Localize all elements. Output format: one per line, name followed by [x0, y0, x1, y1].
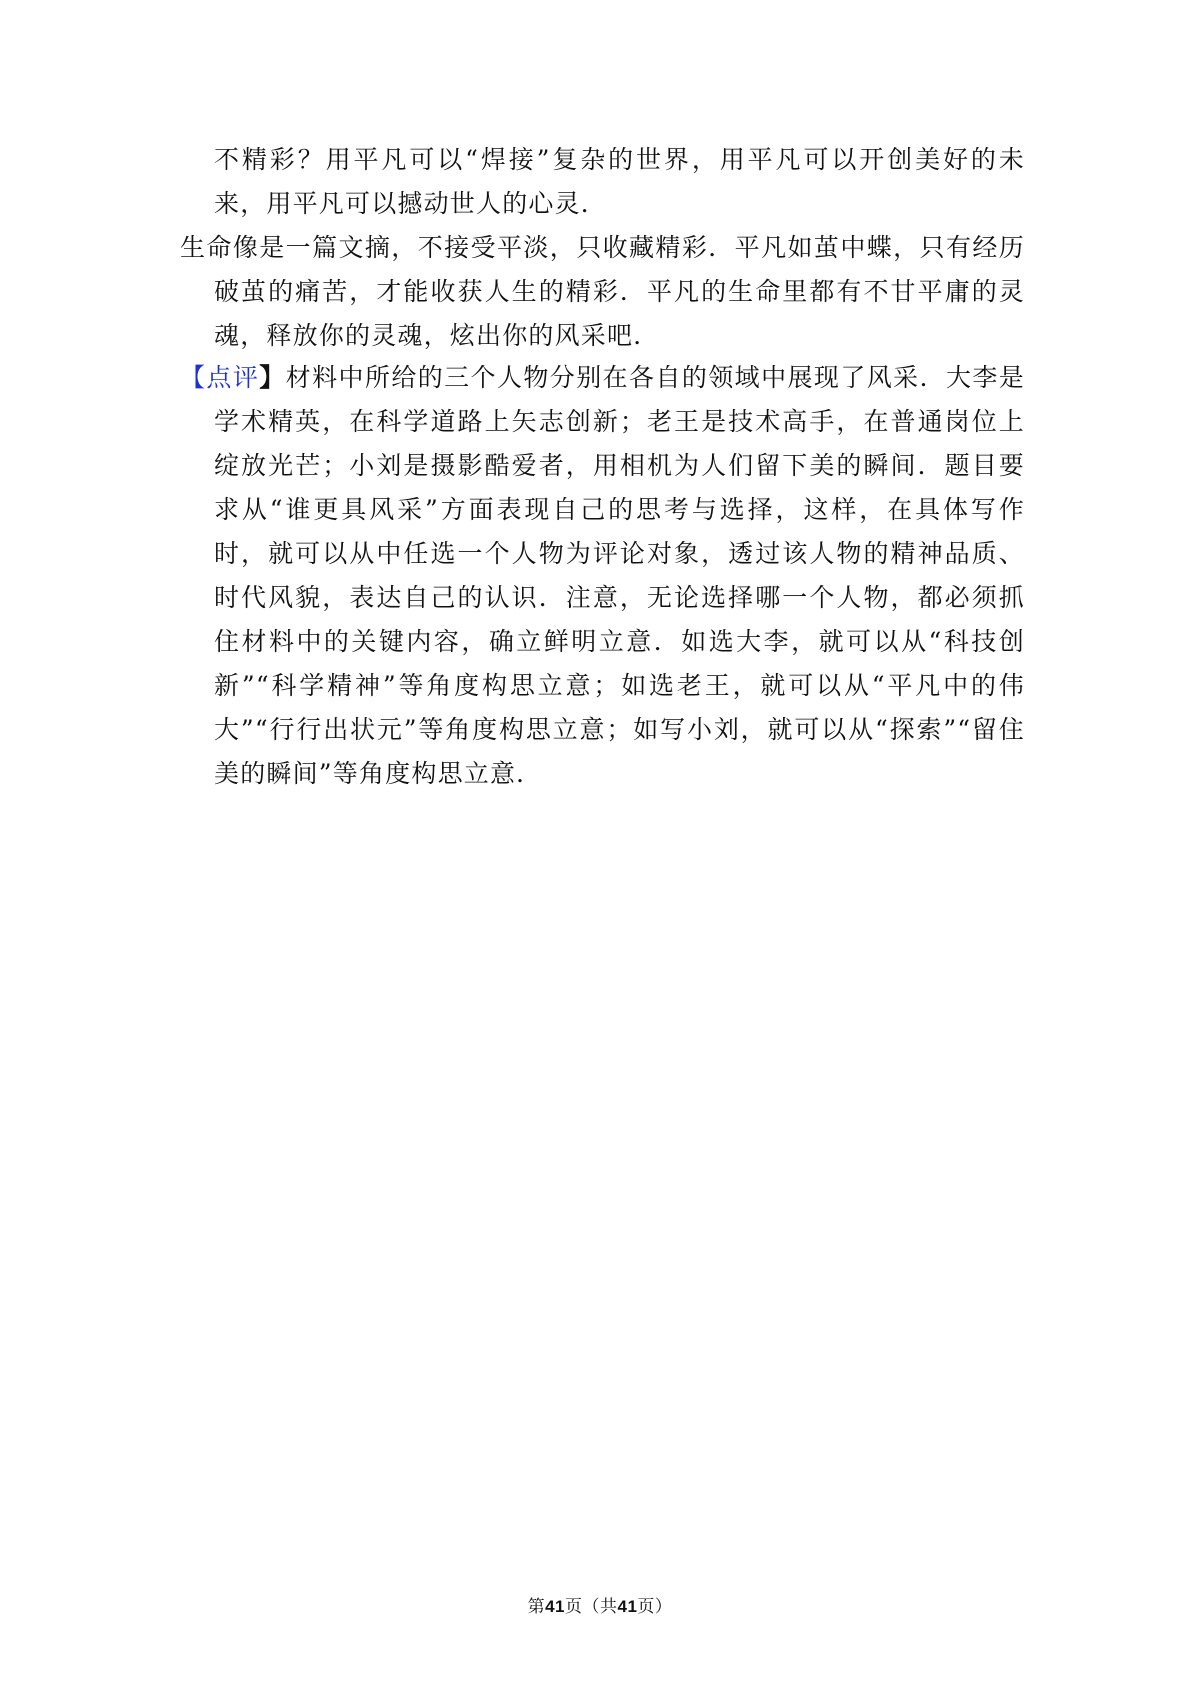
footer-page-number: 41 — [545, 1597, 565, 1616]
footer-total-pages: 41 — [617, 1597, 638, 1616]
footer-prefix: 第 — [527, 1597, 546, 1617]
page-footer — [0, 1592, 1200, 1617]
footer-suffix: 页） — [637, 1597, 673, 1617]
paragraph-life-digest: 生命像是一篇文摘，不接受平淡，只收藏精彩．平凡如茧中蝶，只有经历破茧的痛苦，才能收获人生的精彩．平凡的生命里都有不甘平庸的灵魂，释放你的灵魂，炫出你的风采吧． — [180, 233, 1025, 350]
paragraph-continuation: 不精彩？用平凡可以“焊接”复杂的世界，用平凡可以开创美好的未来，用平凡可以撼动世人的心灵． — [214, 145, 1025, 218]
footer-middle: 页（共 — [565, 1597, 618, 1617]
comment-text: 材料中所给的三个人物分别在各自的领域中展现了风采．大李是学术精英，在科学道路上矢志创新；老王是技术高手，在普通岗位上绽放光芒；小刘是摄影酷爱者，用相机为人们留下美的瞬间．题目要求从“谁更具风采”方面表现自己的思考与选择，这样，在具体写作时，就可以从中任选一个人物为评论对象，透过该人物的精神品质、时代风貌，表达自己的认识．注意，无论选择哪一个人物，都必须抓住材料中的关键内容，确立鲜明立意．如选大李，就可以从“科技创新”“科学精神”等角度构思立意；如选老王，就可以从“平凡中的伟大”“行行出状元”等角度构思立意；如写小刘，就可以从“探索”“留住美的瞬间”等角度构思立意． — [214, 363, 1026, 788]
comment-tag-close: 】 — [259, 363, 286, 392]
comment-paragraph — [180, 356, 1025, 796]
comment-tag-label: 【点评 — [180, 363, 260, 392]
